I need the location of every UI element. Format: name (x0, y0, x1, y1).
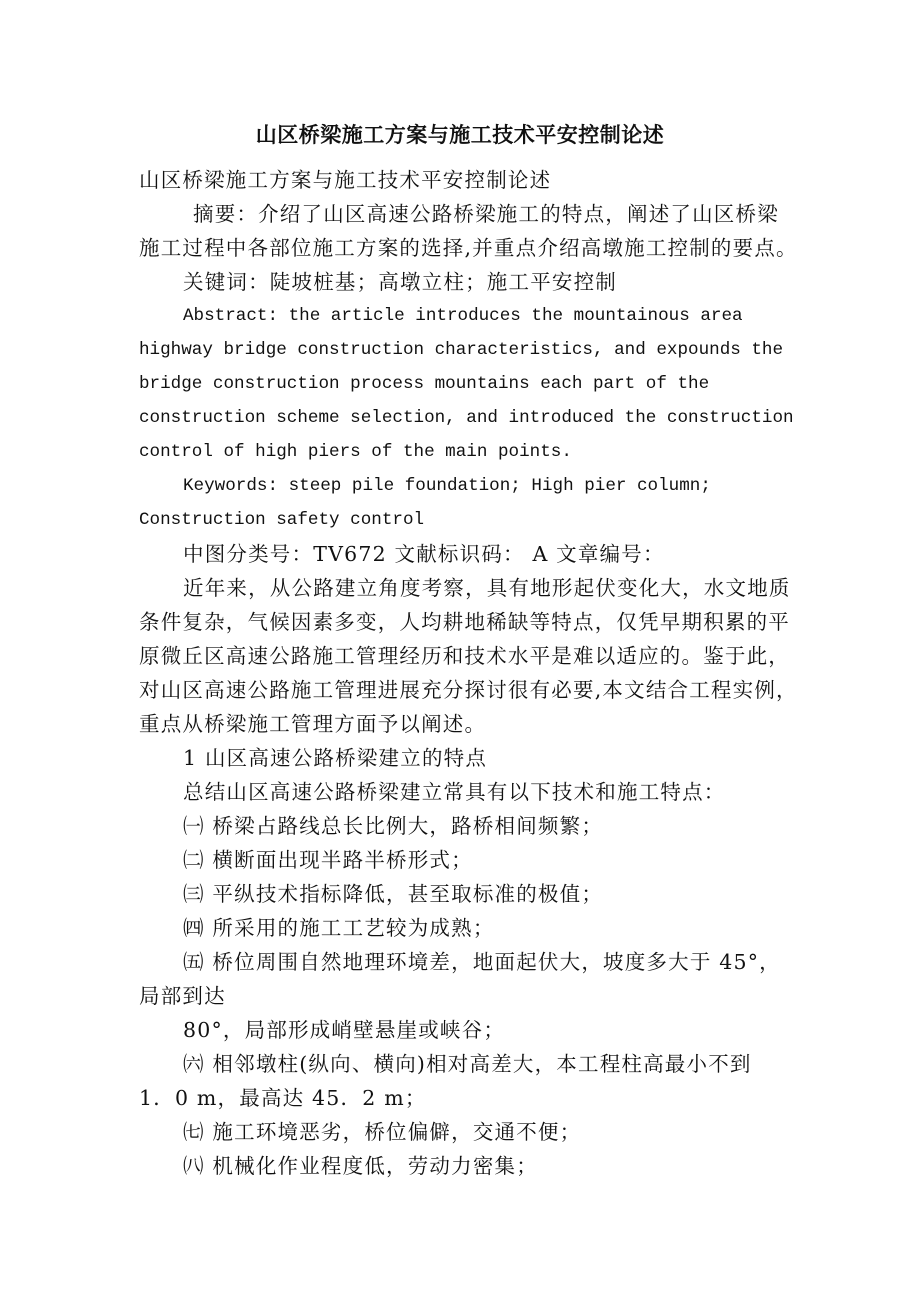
list-item: ㈣ 所采用的施工工艺较为成熟； (183, 916, 495, 940)
subtitle-line: 山区桥梁施工方案与施工技术平安控制论述 (139, 168, 552, 192)
keywords-en-line: Construction safety control (139, 510, 425, 530)
abstract-en-line: construction scheme selection, and introduced the construction (139, 408, 794, 428)
paragraph-line: 近年来，从公路建立角度考察，具有地形起伏变化大，水文地质 (183, 576, 791, 600)
document-body (139, 163, 799, 1183)
abstract-en-line: highway bridge construction characteristics, and expounds the (139, 340, 784, 360)
paragraph-line: 重点从桥梁施工管理方面予以阐述。 (139, 712, 487, 736)
list-item-continuation: 80°，局部形成峭壁悬崖或峡谷； (183, 1018, 506, 1042)
abstract-zh-line: 摘要：介绍了山区高速公路桥梁施工的特点，阐述了山区桥梁 (193, 202, 779, 226)
list-item: ㈡ 横断面出现半路半桥形式； (183, 848, 473, 872)
abstract-en-line: Abstract: the article introduces the mountainous area (183, 306, 743, 326)
list-item-continuation: 局部到达 (139, 984, 226, 1008)
abstract-zh-line: 施工过程中各部位施工方案的选择,并重点介绍高墩施工控制的要点。 (139, 236, 798, 260)
list-item: ㈠ 桥梁占路线总长比例大，路桥相间频繁； (183, 814, 604, 838)
abstract-en-line: control of high piers of the main points. (139, 442, 572, 462)
list-item: ㈦ 施工环境恶劣，桥位偏僻，交通不便； (183, 1120, 582, 1144)
document-title: 山区桥梁施工方案与施工技术平安控制论述 (255, 122, 665, 147)
keywords-en-line: Keywords: steep pile foundation; High pier column; (183, 476, 711, 496)
list-item: ㈥ 相邻墩柱(纵向、横向)相对高差大，本工程柱高最小不到 (183, 1052, 752, 1076)
abstract-en-line: bridge construction process mountains each part of the (139, 374, 710, 394)
classification-line: 中图分类号：TV672 文献标识码： A 文章编号： (183, 542, 665, 566)
paragraph-line: 对山区高速公路施工管理进展充分探讨很有必要,本文结合工程实例， (139, 678, 798, 702)
keywords-zh-line: 关键词：陡坡桩基；高墩立柱；施工平安控制 (183, 270, 617, 294)
section-heading: 1 山区高速公路桥梁建立的特点 (183, 746, 488, 770)
paragraph-line: 条件复杂，气候因素多变，人均耕地稀缺等特点，仅凭早期积累的平 (139, 610, 790, 634)
paragraph-line: 原微丘区高速公路施工管理经历和技术水平是难以适应的。鉴于此， (139, 644, 790, 668)
list-item: ㈢ 平纵技术指标降低，甚至取标准的极值； (183, 882, 604, 906)
paragraph-line: 总结山区高速公路桥梁建立常具有以下技术和施工特点： (183, 780, 726, 804)
list-item-continuation: 1．0 m，最高达 45．2 m； (139, 1086, 427, 1110)
list-item: ㈧ 机械化作业程度低，劳动力密集； (183, 1154, 538, 1178)
list-item: ㈤ 桥位周围自然地理环境差，地面起伏大，坡度多大于 45°， (183, 950, 781, 974)
